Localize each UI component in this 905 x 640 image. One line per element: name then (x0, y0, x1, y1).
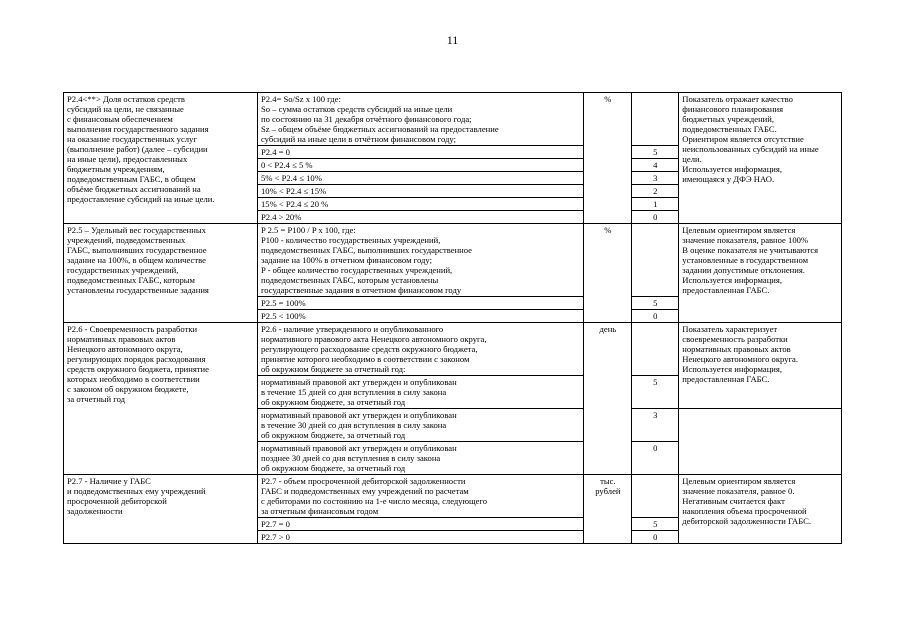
score: 2 (632, 185, 679, 198)
p2-5-condition: P2.5 < 100% 0 (64, 310, 842, 323)
p2-6-comment: Показатель характеризует своевременность разработки нормативных правовых актов Ненецкого автономного округа. Используется информация, предоставленная ГАБС. (679, 323, 842, 409)
p2-4-condition: 5% < P2.4 ≤ 10% 3 (64, 172, 842, 185)
score: 1 (632, 198, 679, 211)
p2-4-condition: P2.4 = 0 5 (64, 146, 842, 159)
score: 0 (632, 211, 679, 224)
row-p2-4 (64, 93, 842, 146)
p2-6-unit: день (584, 323, 632, 475)
p2-5-unit: % (584, 224, 632, 323)
p2-7-description: P2.7 - Наличие у ГАБС и подведомственных ему учреждений просроченной дебиторской задолженности (64, 475, 258, 544)
p2-4-description: P2.4<**> Доля остатков средств субсидий на цели, не связанные с финансовым обеспечением выполнения государственного задания на оказание государственных услуг (выполнение работ) (далее – субсидии на иные цели), предоставленных бюджетным учреждениям, подведомственным ГАБС, в общем объёме бюджетных ассигнований на предоставление субсидий на иные цели. (64, 93, 258, 224)
p2-6-condition: нормативный правовой акт утвержден и опубликован в течение 30 дней со дня вступления в силу закона об окружном бюджете, за отчетный год 3 (64, 409, 842, 442)
row-p2-6 (64, 323, 842, 376)
score: 3 (632, 172, 679, 185)
p2-6-condition: нормативный правовой акт утвержден и опубликован позднее 30 дней со дня вступления в силу закона об окружном бюджете, за отчетный год 0 (64, 442, 842, 475)
score: 5 (632, 376, 679, 409)
score: 5 (632, 297, 679, 310)
p2-5-formula: P 2.5 = P100 / P x 100, где: P100 - количество государственных учреждений, подведомственных ГАБС, выполнивших государственное задание на 100% в отчетном финансовом году; P - общее количество государственных учреждений, подведомственных ГАБС, которым установлены государственные задания в отчетном финансовом году (257, 224, 583, 297)
p2-4-condition: P2.4 > 20% 0 (64, 211, 842, 224)
score: 3 (632, 409, 679, 442)
page-number: 11 (446, 33, 459, 47)
p2-5-description: P2.5 – Удельный вес государственных учреждений, подведомственных ГАБС, выполнивших государственное задание на 100%, в общем количестве государственных учреждений, подведомственных ГАБС, которым установлены государственные задания (64, 224, 258, 323)
p2-4-unit: % (584, 93, 632, 224)
p2-7-condition: P2.7 > 0 0 (64, 531, 842, 544)
score: 0 (632, 531, 679, 544)
row-p2-7 (64, 475, 842, 518)
score: 5 (632, 518, 679, 531)
p2-7-comment: Целевым ориентиром является значение показателя, равное 0. Негативным считается факт накопления объема просроченной дебиторской задолженности ГАБС. (679, 475, 842, 544)
p2-4-condition: 10% < P2.4 ≤ 15% 2 (64, 185, 842, 198)
p2-7-condition: P2.7 = 0 5 (64, 518, 842, 531)
score: 0 (632, 442, 679, 475)
score: 5 (632, 146, 679, 159)
p2-5-condition: P2.5 = 100% 5 (64, 297, 842, 310)
p2-5-comment: Целевым ориентиром является значение показателя, равное 100% В оценке показателя не учитываются установленные в государственном задании допустимые отклонения. Используется информация, предоставленная ГАБС. (679, 224, 842, 323)
p2-4-comment: Показатель отражает качество финансового планирования бюджетных учреждений, подведомственных ГАБС. Ориентиром является отсутствие неиспользованных субсидий на иные цели. Используется информация, имеющаяся у ДФЭ НАО. (679, 93, 842, 224)
score: 4 (632, 159, 679, 172)
p2-4-condition: 0 < P2.4 ≤ 5 % 4 (64, 159, 842, 172)
indicators-table (63, 92, 842, 544)
p2-4-formula: P2.4= Sо/Sz x 100 где: Sо – сумма остатков средств субсидий на иные цели по состоянию на 31 декабря отчётного финансового года; Sz – общем объёме бюджетных ассигнований на предоставление субсидий на иные цели в отчётном финансовом году; (257, 93, 583, 146)
p2-6-condition: нормативный правовой акт утвержден и опубликован в течение 15 дней со дня вступления в силу закона об окружном бюджете, за отчетный год 5 (64, 376, 842, 409)
p2-6-description: P2.6 - Своевременность разработки нормативных правовых актов Ненецкого автономного округа, регулирующих порядок расходования средств окружного бюджета, принятие которых необходимо в соответствии с законом об окружном бюджете, за отчетный год (64, 323, 258, 475)
row-p2-5 (64, 224, 842, 297)
p2-6-formula: P2.6 - наличие утвержденного и опубликованного нормативного правового акта Ненецкого автономного округа, регулирующего расходование средств окружного бюджета, принятие которого необходимо в соответствии с законом об окружном бюджете за отчетный год: (257, 323, 583, 376)
p2-7-formula: P2.7 - объем просроченной дебиторской задолженности ГАБС и подведомственных ему учреждений по расчетам с дебиторами по состоянию на 1-е число месяца, следующего за отчетным финансовым годом (257, 475, 583, 518)
p2-4-condition: 15% < P2.4 ≤ 20 % 1 (64, 198, 842, 211)
score: 0 (632, 310, 679, 323)
p2-7-unit: тыс. рублей (584, 475, 632, 544)
